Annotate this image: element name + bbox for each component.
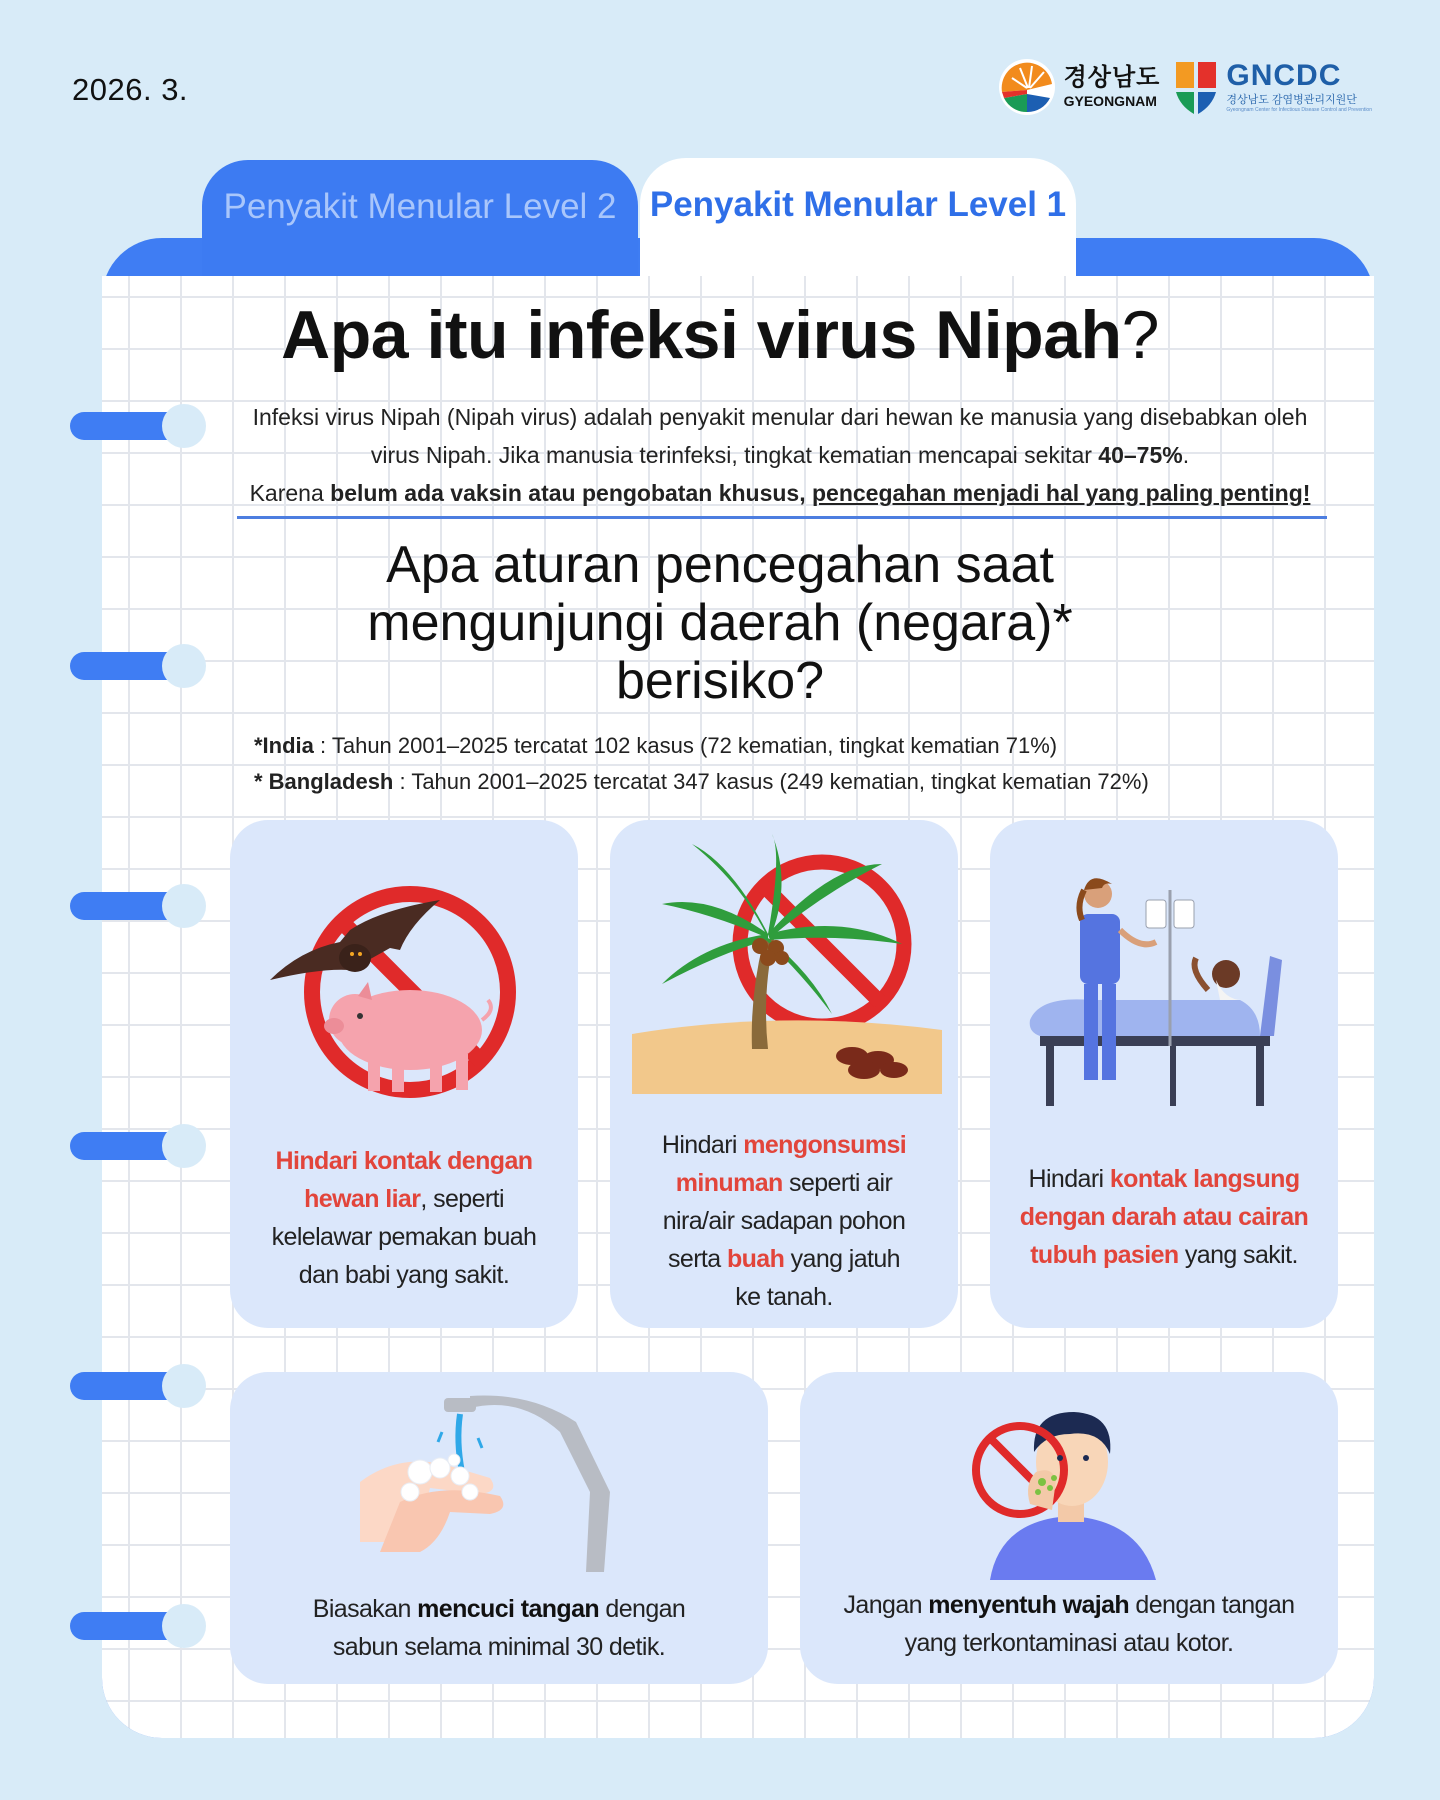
tip-3-warning: tubuh pasien [1030,1241,1179,1269]
tip-1-detail: dan babi yang sakit. [298,1261,510,1289]
tip-card-patient-fluids [990,820,1338,1328]
tip-2-detail: seperti air [782,1169,893,1197]
question-line-2: mengunjungi daerah (negara)* [367,594,1073,652]
tip-2-detail: ke tanah. [735,1283,833,1311]
tab-level-1: Penyakit Menular Level 1 [640,158,1076,288]
question-line-1: Apa aturan pencegahan saat [386,536,1054,594]
country-notes [254,728,1149,800]
intro-line-1: Infeksi virus Nipah (Nipah virus) adalah penyakit menular dari hewan ke manusia yang disebabkan oleh [252,404,1308,430]
intro-text: . [1182,442,1190,468]
no-touch-face-icon [960,1400,1180,1580]
tip-5-detail: Jangan [843,1591,929,1619]
note-text: : Tahun 2001–2025 tercatat 347 kasus (249 kematian, tingkat kematian 72%) [393,769,1149,794]
tip-card-palm-sap [610,820,958,1328]
intro-paragraph [230,398,1330,512]
note-bangladesh [254,764,1149,800]
note-label: * Bangladesh [254,769,394,794]
tip-4-detail: Biasakan [312,1595,418,1623]
tip-2-detail: nira/air sadapan pohon [662,1207,906,1235]
tip-1-warning: hewan liar [304,1185,421,1213]
tip-5-detail: dengan tangan [1129,1591,1295,1619]
prevention-emphasis: pencegahan menjadi hal yang paling penting! [812,480,1311,506]
tip-3-detail: yang sakit. [1178,1241,1298,1269]
tip-1-warning: Hindari kontak dengan [275,1147,533,1175]
tip-1-detail: , seperti [420,1185,504,1213]
tip-2-warning: buah [726,1245,785,1273]
tip-2-detail: serta [668,1245,727,1273]
hand-washing-icon [360,1392,630,1572]
page-title [271,296,1169,374]
tip-card-wild-animals [230,820,578,1328]
tip-card-face-touching [800,1372,1338,1684]
intro-line-2 [230,436,1330,474]
tip-3-text [1010,1160,1318,1274]
publish-date: 2026. 3. [72,72,189,107]
tip-2-warning: minuman [675,1169,783,1197]
intro-text: Karena [249,480,331,506]
tip-5-detail: yang terkontaminasi atau kotor. [904,1629,1234,1657]
gncdc-english-name: Gyeongnam Center for Infectious Disease Control and Prevention [1226,107,1372,113]
tip-4-emphasis: mencuci tangan [417,1595,600,1623]
tip-4-detail: dengan [599,1595,686,1623]
tip-4-text [250,1590,748,1666]
title-question-mark: ? [1121,297,1159,373]
intro-text: virus Nipah. Jika manusia terinfeksi, tingkat kematian mencapai sekitar [370,442,1099,468]
title-main: Apa itu infeksi virus Nipah [281,297,1122,373]
gyeongnam-english-name: GYEONGNAM [1063,93,1157,109]
page-title-wrap [0,296,1440,374]
tip-3-warning: kontak langsung [1109,1165,1300,1193]
note-label: *India [254,733,314,758]
tip-card-hand-washing [230,1372,768,1684]
prevention-question-heading [0,536,1440,710]
tab-level-2: Penyakit Menular Level 2 [202,160,638,280]
tip-2-detail: Hindari [661,1131,744,1159]
gyeongnam-korean-name: 경상남도 [1063,64,1161,91]
tip-3-warning: dengan darah atau cairan [1019,1203,1309,1231]
binder-ring [70,884,202,926]
gncdc-logo [1174,58,1372,116]
tip-4-detail: sabun selama minimal 30 detik. [332,1633,666,1661]
tip-5-emphasis: menyentuh wajah [928,1591,1130,1619]
hospital-patient-icon [1020,860,1310,1110]
no-bat-pig-icon [260,870,550,1120]
binder-ring [70,1364,202,1406]
tip-2-text [630,1126,938,1316]
note-text: : Tahun 2001–2025 tercatat 102 kasus (72 kematian, tingkat kematian 71%) [313,733,1058,758]
gncdc-shield-icon [1174,58,1218,116]
logos [998,58,1372,116]
tip-1-detail: kelelawar pemakan buah [271,1223,537,1251]
fatality-rate: 40–75% [1098,442,1183,468]
gncdc-korean-name: 경상남도 감염병관리지원단 [1226,94,1357,106]
no-palm-fruit-icon [632,834,942,1094]
tip-1-text [250,1142,558,1294]
tip-3-detail: Hindari [1028,1165,1110,1193]
no-vaccine-text: belum ada vaksin atau pengobatan khusus, [330,480,812,506]
question-line-3: berisiko? [615,652,825,710]
section-divider [237,516,1327,519]
binder-ring [70,1124,202,1166]
tip-5-text [820,1586,1318,1662]
gncdc-name: GNCDC [1226,59,1342,92]
binder-ring [70,1604,202,1646]
binder-ring [70,404,202,446]
tip-2-warning: mengonsumsi [743,1131,907,1159]
tip-2-detail: yang jatuh [784,1245,900,1273]
note-india [254,728,1149,764]
gyeongnam-logo [998,58,1161,116]
intro-line-3 [230,474,1330,512]
gyeongnam-emblem-icon [998,58,1056,116]
